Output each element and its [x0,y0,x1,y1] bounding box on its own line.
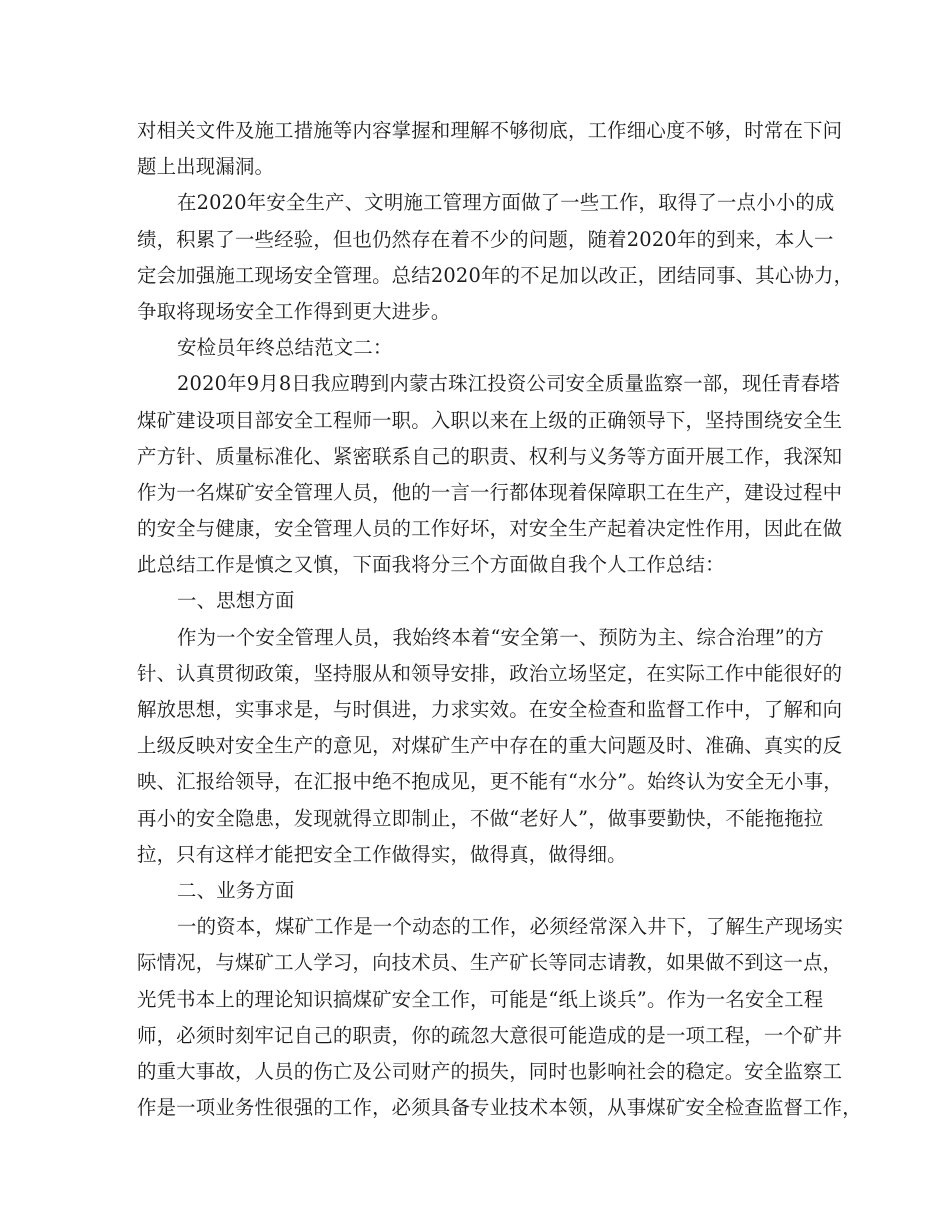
text-line: 定会加强施工现场安全管理。总结2020年的不足加以改正，团结同事、其心协力， [137,263,854,287]
text-line: 煤矿建设项目部安全工程师一职。入职以来在上级的正确领导下，坚持围绕安全生 [137,408,843,432]
text-line: 光凭书本上的理论知识搞煤矿安全工作，可能是“纸上谈兵”。作为一名安全工程 [137,987,824,1011]
text-line: 一的资本，煤矿工作是一个动态的工作，必须经常深入井下，了解生产现场实 [177,915,844,939]
text-line: 安检员年终总结范文二： [177,336,393,360]
text-line: 际情况，与煤矿工人学习，向技术员、生产矿长等同志请教，如果做不到这一点， [137,951,843,975]
text-line: 再小的安全隐患，发现就得立即制止，不做“老好人”，做事要勤快，不能拖拖拉 [137,806,824,830]
text-line: 的安全与健康，安全管理人员的工作好坏，对安全生产起着决定性作用，因此在做 [137,517,843,541]
text-line: 作是一项业务性很强的工作，必须具备专业技术本领，从事煤矿安全检查监督工作， [137,1096,862,1120]
text-line: 上级反映对安全生产的意见，对煤矿生产中存在的重大问题及时、准确、真实的反 [137,734,843,758]
text-line: 作为一名煤矿安全管理人员，他的一言一行都体现着保障职工在生产，建设过程中 [137,480,843,504]
text-line: 绩，积累了一些经验，但也仍然存在着不少的问题，随着2020年的到来，本人一 [137,227,834,251]
text-line: 映、汇报给领导，在汇报中绝不抱成见，更不能有“水分”。始终认为安全无小事， [137,770,843,794]
text-line: 拉，只有这样才能把安全工作做得实，做得真，做得细。 [137,842,627,866]
text-line: 解放思想，实事求是，与时俱进，力求实效。在安全检查和监督工作中，了解和向 [137,698,843,721]
text-line: 对相关文件及施工措施等内容掌握和理解不够彻底，工作细心度不够，时常在下问 [137,119,843,142]
text-line: 产方针、质量标准化、紧密联系自己的职责、权利与义务等方面开展工作，我深知 [137,444,843,468]
text-line: 此总结工作是慎之又慎，下面我将分三个方面做自我个人工作总结： [137,553,725,577]
text-line: 题上出现漏洞。 [137,155,275,179]
text-line: 二、业务方面 [177,878,295,902]
text-line: 针、认真贯彻政策，坚持服从和领导安排，政治立场坚定，在实际工作中能很好的 [137,661,843,685]
text-line: 的重大事故，人员的伤亡及公司财产的损失，同时也影响社会的稳定。安全监察工 [137,1059,843,1083]
document-body [137,113,862,1126]
text-line: 争取将现场安全工作得到更大进步。 [137,299,451,323]
text-line: 在2020年安全生产、文明施工管理方面做了一些工作，取得了一点小小的成 [177,191,835,215]
text-line: 一、思想方面 [177,589,295,613]
text-line: 作为一个安全管理人员，我始终本着“安全第一、预防为主、综合治理”的方 [177,625,825,649]
text-line: 2020年9月8日我应聘到内蒙古珠江投资公司安全质量监察一部，现任青春塔 [177,372,840,396]
text-line: 师，必须时刻牢记自己的职责，你的疏忽大意很可能造成的是一项工程，一个矿井 [137,1023,843,1047]
